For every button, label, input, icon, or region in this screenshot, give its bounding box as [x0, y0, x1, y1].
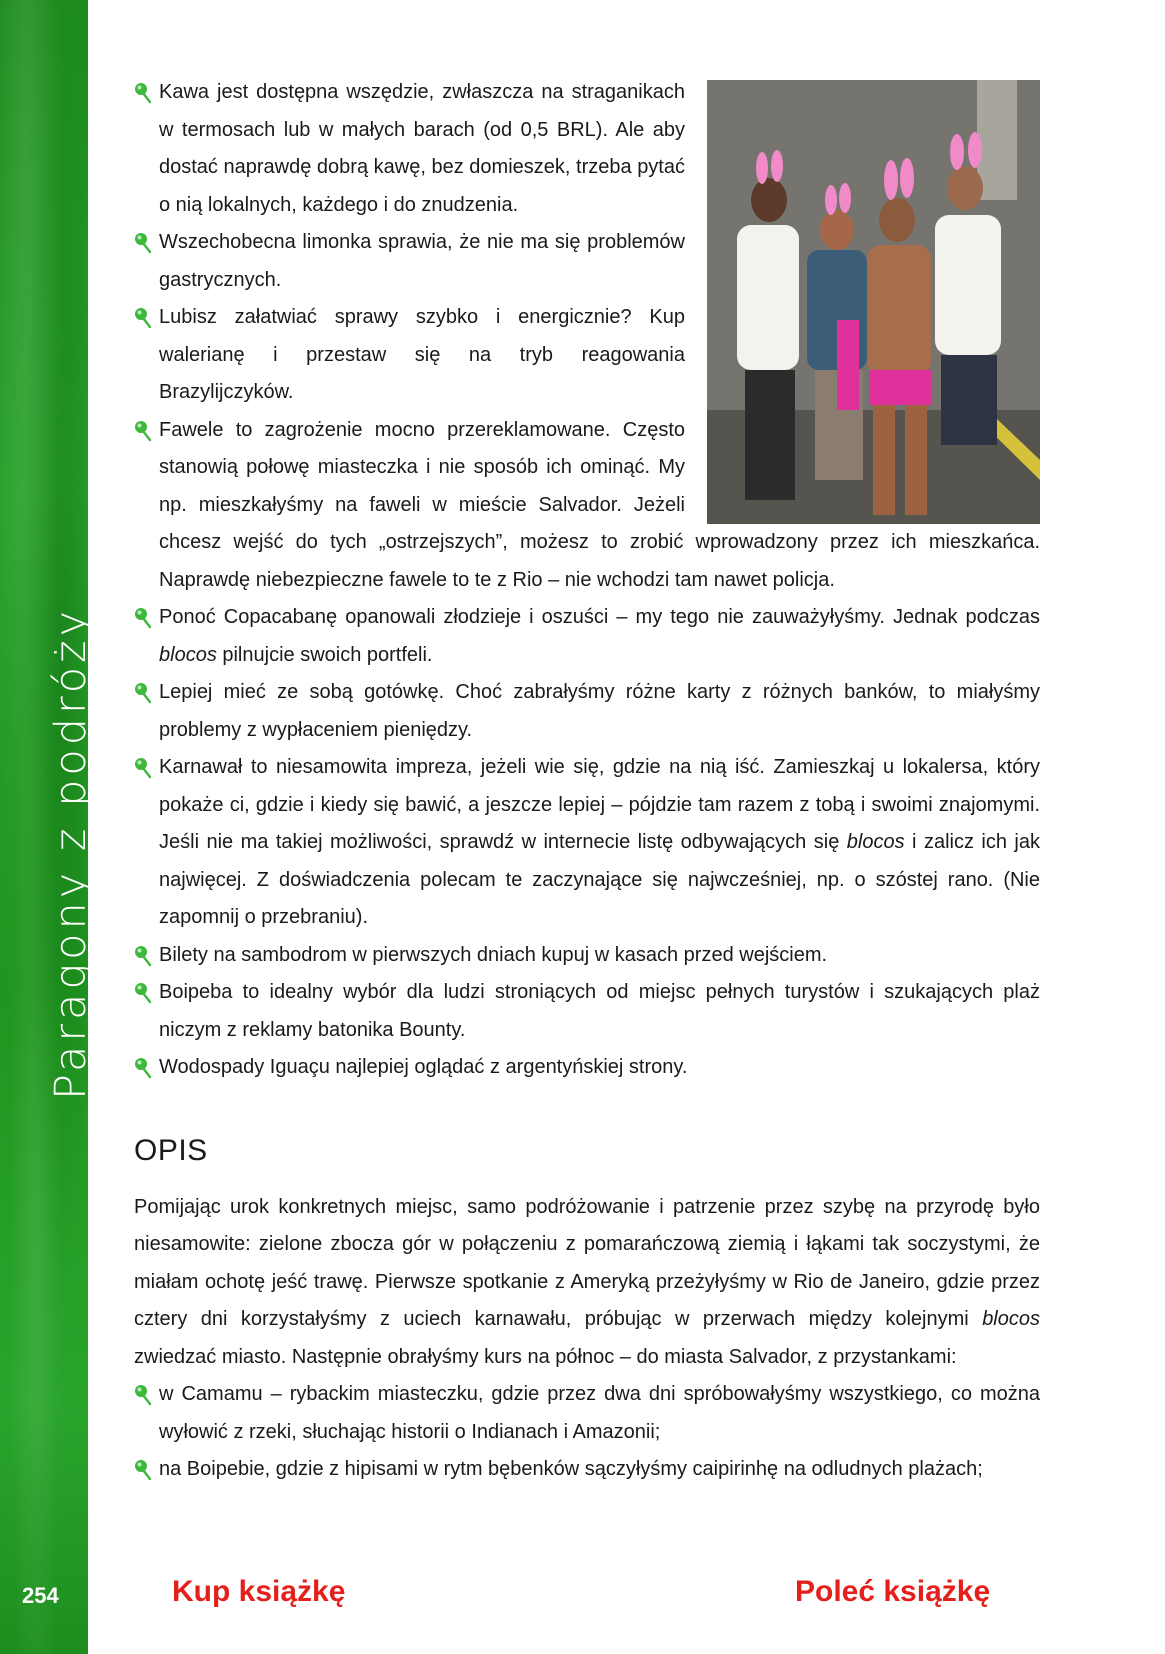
tip-item [134, 1049, 1040, 1087]
text-run: na Boipebie, gdzie z hipisami w rytm bębenków sączyłyśmy caipirinhę na odludnych plażach; [159, 1458, 983, 1480]
text-run: Wodospady Iguaçu najlepiej oglądać z argentyńskiej strony. [159, 1056, 688, 1078]
text-run: Kawa jest dostępna wszędzie, zwłaszcza na straganikach w termosach lub w małych barach (od 0,5 BRL). Ale aby dostać naprawdę dobrą kawę, bez domieszek, trzeba pytać o nią lokalnych, każdego i do znudzenia. [159, 81, 685, 216]
green-pin-icon [134, 232, 152, 254]
text-run: Bilety na sambodrom w pierwszych dniach kupuj w kasach przed wejściem. [159, 943, 828, 966]
italic-term: blocos [982, 1308, 1040, 1330]
green-pin-icon [134, 757, 152, 779]
text-run: Pomijając urok konkretnych miejsc, samo podróżowanie i patrzenie przez szybę na przyrodę było niesamowite: zielone zbocza gór w połączeniu z pomarańczową ziemią i łąkami tak soczystymi, że miałam ochotę jeść trawę. Pierwsze spotkanie z Ameryką przeżyłyśmy w Rio de Janeiro, gdzie przez cztery dni korzystałyśmy z uciech karnawału, próbując w przerwach między kolejnymi [134, 1195, 1040, 1330]
green-pin-icon [134, 1384, 152, 1406]
stops-list [134, 1376, 1040, 1489]
text-run: Karnawał to niesamowita impreza, jeżeli wie się, gdzie na nią iść. Zamieszkaj u lokalersa, który pokaże ci, gdzie i kiedy się bawić, a jeszcze lepiej – pójdzie tam razem z tobą i swoimi znajomymi. Jeśli nie ma takiej możliwości, sprawdź w internecie listę odbywających się [159, 756, 1040, 853]
buy-book-link[interactable]: Kup książkę [172, 1575, 346, 1608]
green-pin-icon [134, 1459, 152, 1481]
tip-item [134, 74, 1040, 224]
section-heading: OPIS [134, 1133, 208, 1167]
text-run: Wszechobecna limonka sprawia, że nie ma się problemów gastrycznych. [159, 231, 685, 291]
text-run: Boipeba to idealny wybór dla ludzi stroniących od miejsc pełnych turystów i szukających plaż niczym z reklamy batonika Bounty. [159, 981, 1040, 1041]
tips-list [134, 74, 1040, 1087]
italic-term: blocos [159, 643, 217, 666]
green-pin-icon [134, 82, 152, 104]
tip-item [134, 299, 1040, 412]
tip-item [134, 749, 1040, 937]
stop-item [134, 1376, 1040, 1451]
green-pin-icon [134, 982, 152, 1004]
stop-item [134, 1451, 1040, 1489]
text-run: pilnujcie swoich portfeli. [216, 643, 433, 666]
sidebar-title: Paragony z podróży [46, 606, 96, 1100]
text-run: Ponoć Copacabanę opanowali złodzieje i oszuści – my tego nie zauważyłyśmy. Jednak podczas [159, 606, 1040, 628]
green-pin-icon [134, 420, 152, 442]
section-paragraph [134, 1189, 1040, 1377]
tip-item [134, 224, 1040, 299]
green-pin-icon [134, 945, 152, 967]
green-pin-icon [134, 607, 152, 629]
green-pin-icon [134, 1057, 152, 1079]
recommend-book-link[interactable]: Poleć książkę [795, 1575, 991, 1608]
text-run: w Camamu – rybackim miasteczku, gdzie przez dwa dni spróbowałyśmy wszystkiego, co można wyłowić z rzeki, słuchając historii o Indianach i Amazonii; [159, 1383, 1040, 1443]
tip-item [134, 974, 1040, 1049]
text-run: Lubisz załatwiać sprawy szybko i energicznie? Kup walerianę i przestaw się na tryb reagowania Brazylijczyków. [159, 306, 685, 403]
italic-term: blocos [846, 831, 905, 853]
text-run: Lepiej mieć ze sobą gotówkę. Choć zabrałyśmy różne karty z różnych banków, to miałyśmy problemy z wypłaceniem pieniędzy. [159, 681, 1040, 741]
sidebar [0, 0, 96, 1654]
tip-item [134, 599, 1040, 674]
tip-item [134, 937, 1040, 975]
green-pin-icon [134, 307, 152, 329]
tip-item [134, 412, 1040, 600]
text-run: i zalicz ich jak najwięcej. Z doświadczenia polecam te zaczynające się najwcześniej, np. o szóstej rano. (Nie zapomnij o przebraniu). [159, 831, 1040, 928]
main-content [134, 74, 1040, 1489]
text-run: zwiedzać miasto. Następnie obrałyśmy kurs na północ – do miasta Salvador, z przystankami: [134, 1345, 957, 1368]
text-run: Fawele to zagrożenie mocno przereklamowane. Często stanowią połowę miasteczka i nie sposób ich ominąć. My np. mieszkałyśmy na faweli w mieście Salvador. Jeżeli chcesz wejść do tych „ostrzejszych”, możesz to zrobić wprowadzony przez ich mieszkańca. Naprawdę niebezpieczne fawele to te z Rio – nie wchodzi tam nawet policja. [159, 418, 1040, 591]
tip-item [134, 674, 1040, 749]
page-number: 254 [22, 1583, 59, 1608]
green-pin-icon [134, 682, 152, 704]
